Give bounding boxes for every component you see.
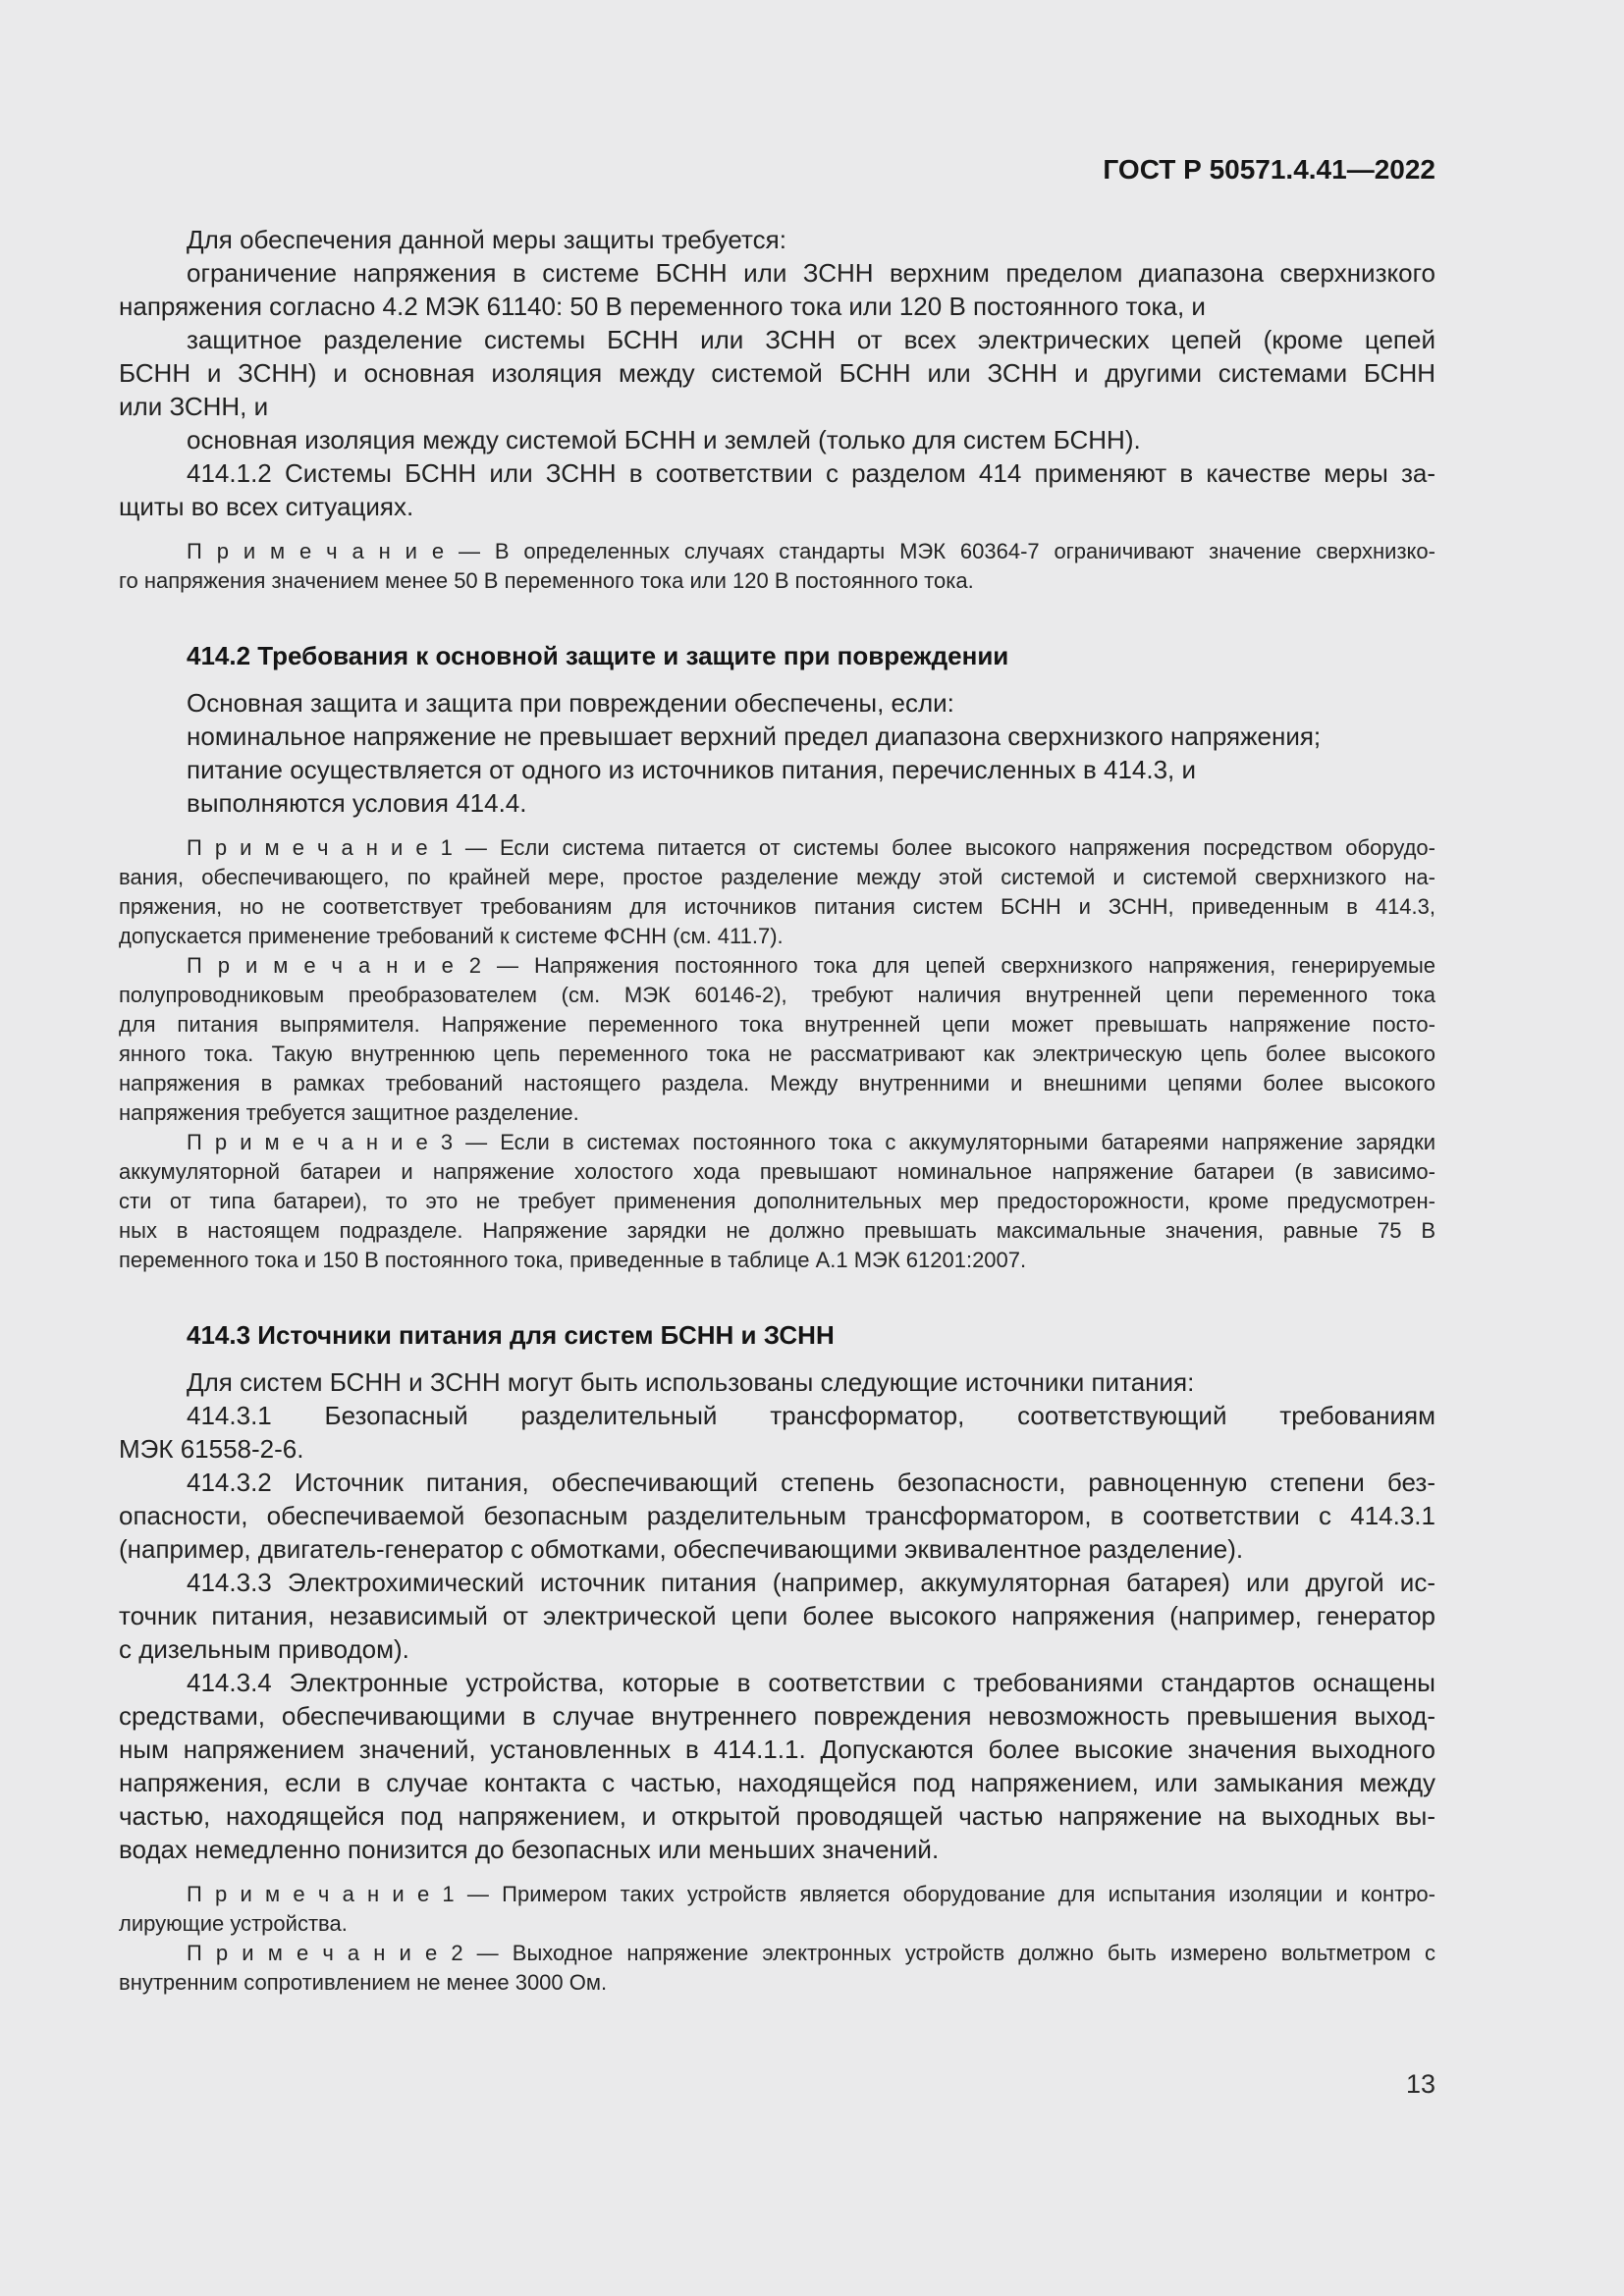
text-line: ным напряжением значений, установленных в 414.1.1. Допускаются более высокие значения выходного [119,1735,1435,1764]
text-line: внутренним сопротивлением не менее 3000 Ом. [119,1970,608,1995]
note-block [119,537,1435,596]
text-line: Для обеспечения данной меры защиты требуется: [187,225,786,254]
text-line: 414.3.2 Источник питания, обеспечивающий степень безопасности, равноценную степени без- [187,1468,1435,1497]
text-line: 414.2 Требования к основной защите и защите при повреждении [187,641,1009,670]
text-line: сти от типа батареи), то это не требует применения дополнительных мер предосторожности, кроме предусмотрен- [119,1189,1435,1213]
text-line: 414.3.1 Безопасный разделительный трансформатор, соответствующий требованиям [187,1401,1435,1430]
text-line: для питания выпрямителя. Напряжение переменного тока внутренней цепи может превышать напряжение посто- [119,1012,1435,1037]
text-line: с дизельным приводом). [119,1634,409,1664]
paragraph-block [119,1566,1435,1666]
text-line: водах немедленно понизится до безопасных или меньших значений. [119,1835,940,1864]
text-line: средствами, обеспечивающими в случае внутреннего повреждения невозможность превышения выход- [119,1701,1435,1731]
paragraph-block [119,786,1435,820]
paragraph-block [119,323,1435,423]
text-line: П р и м е ч а н и е 3 — Если в системах постоянного тока с аккумуляторными батареями напряжение зарядки [187,1130,1435,1154]
text-line: МЭК 61558-2-6. [119,1434,304,1464]
text-line: П р и м е ч а н и е 1 — Если система питается от системы более высокого напряжения посредством оборудо- [187,835,1435,860]
text-line: пряжения, но не соответствует требованиям для источников питания систем БСНН и ЗСНН, приведенным в 414.3, [119,894,1435,919]
text-line: защитное разделение системы БСНН или ЗСНН от всех электрических цепей (кроме цепей [187,325,1435,354]
text-line: полупроводниковым преобразователем (см. МЭК 60146-2), требуют наличия внутренней цепи переменного тока [119,983,1435,1007]
text-line: П р и м е ч а н и е 2 — Напряжения постоянного тока для цепей сверхнизкого напряжения, генерируемые [187,953,1435,978]
text-line: аккумуляторной батареи и напряжение холостого хода превышают номинальное напряжение батареи (в зависимо- [119,1159,1435,1184]
text-line: янного тока. Такую внутреннюю цепь переменного тока не рассматривают как электрическую цепь более высокого [119,1041,1435,1066]
text-line: ных в настоящем подразделе. Напряжение зарядки не должно превышать максимальные значения, равные 75 В [119,1218,1435,1243]
paragraph-block [119,753,1435,786]
text-line: напряжения, если в случае контакта с частью, находящейся под напряжением, или замыкания между [119,1768,1435,1797]
paragraph-block [119,1365,1435,1399]
text-line: 414.1.2 Системы БСНН или ЗСНН в соответствии с разделом 414 применяют в качестве меры за- [187,458,1435,488]
text-line: П р и м е ч а н и е — В определенных случаях стандарты МЭК 60364-7 ограничивают значение сверхнизко- [187,539,1435,563]
paragraph-block [119,720,1435,753]
text-line: 414.3.4 Электронные устройства, которые в соответствии с требованиями стандартов оснащены [187,1668,1435,1697]
text-line: выполняются условия 414.4. [187,788,527,818]
text-line: БСНН и ЗСНН) и основная изоляция между системой БСНН или ЗСНН и другими системами БСНН [119,358,1435,388]
text-line: напряжения в рамках требований настоящего раздела. Между внутренними и внешними цепями более высокого [119,1071,1435,1095]
text-line: лирующие устройства. [119,1911,348,1936]
text-line: допускается применение требований к системе ФСНН (см. 411.7). [119,924,784,948]
paragraph-block [119,223,1435,256]
text-line: напряжения требуется защитное разделение. [119,1100,579,1125]
text-line: питание осуществляется от одного из источников питания, перечисленных в 414.3, и [187,755,1197,784]
text-line: 414.3 Источники питания для систем БСНН и ЗСНН [187,1320,835,1350]
note-block [119,833,1435,951]
text-line: го напряжения значением менее 50 В переменного тока или 120 В постоянного тока. [119,568,974,593]
text-line: точник питания, независимый от электрической цепи более высокого напряжения (например, генератор [119,1601,1435,1630]
text-line: вания, обеспечивающего, по крайней мере, простое разделение между этой системой и системой сверхнизкого на- [119,865,1435,889]
note-block [119,1939,1435,1998]
note-block [119,1880,1435,1939]
text-line: Основная защита и защита при повреждении обеспечены, если: [187,688,954,718]
paragraph-block [119,456,1435,523]
note-block [119,1128,1435,1275]
paragraph-block [119,1666,1435,1866]
note-block [119,951,1435,1128]
text-line: или ЗСНН, и [119,392,269,421]
text-line: щиты во всех ситуациях. [119,492,414,521]
text-line: переменного тока и 150 В постоянного тока, приведенные в таблице А.1 МЭК 61201:2007. [119,1248,1027,1272]
section-heading [119,639,1435,672]
text-line: напряжения согласно 4.2 МЭК 61140: 50 В переменного тока или 120 В постоянного тока, и [119,292,1206,321]
text-line: Для систем БСНН и ЗСНН могут быть использованы следующие источники питания: [187,1367,1195,1397]
text-line: основная изоляция между системой БСНН и землей (только для систем БСНН). [187,425,1141,454]
paragraph-block [119,256,1435,323]
paragraph-block [119,686,1435,720]
document-content [119,223,1435,1998]
text-line: частью, находящейся под напряжением, и открытой проводящей частью напряжение на выходных вы- [119,1801,1435,1831]
text-line: (например, двигатель-генератор с обмотками, обеспечивающими эквивалентное разделение). [119,1534,1244,1564]
document-title: ГОСТ Р 50571.4.41—2022 [1103,154,1435,185]
paragraph-block [119,423,1435,456]
text-line: 414.3.3 Электрохимический источник питания (например, аккумуляторная батарея) или другой ис- [187,1568,1435,1597]
text-line: номинальное напряжение не превышает верхний предел диапазона сверхнизкого напряжения; [187,721,1322,751]
section-heading [119,1318,1435,1352]
paragraph-block [119,1466,1435,1566]
text-line: П р и м е ч а н и е 2 — Выходное напряжение электронных устройств должно быть измерено вольтметром с [187,1941,1435,1965]
text-line: опасности, обеспечиваемой безопасным разделительным трансформатором, в соответствии с 414.3.1 [119,1501,1435,1530]
page-number: 13 [1405,2069,1435,2099]
text-line: П р и м е ч а н и е 1 — Примером таких устройств является оборудование для испытания изоляции и контро- [187,1882,1435,1906]
text-line: ограничение напряжения в системе БСНН или ЗСНН верхним пределом диапазона сверхнизкого [187,258,1435,288]
paragraph-block [119,1399,1435,1466]
